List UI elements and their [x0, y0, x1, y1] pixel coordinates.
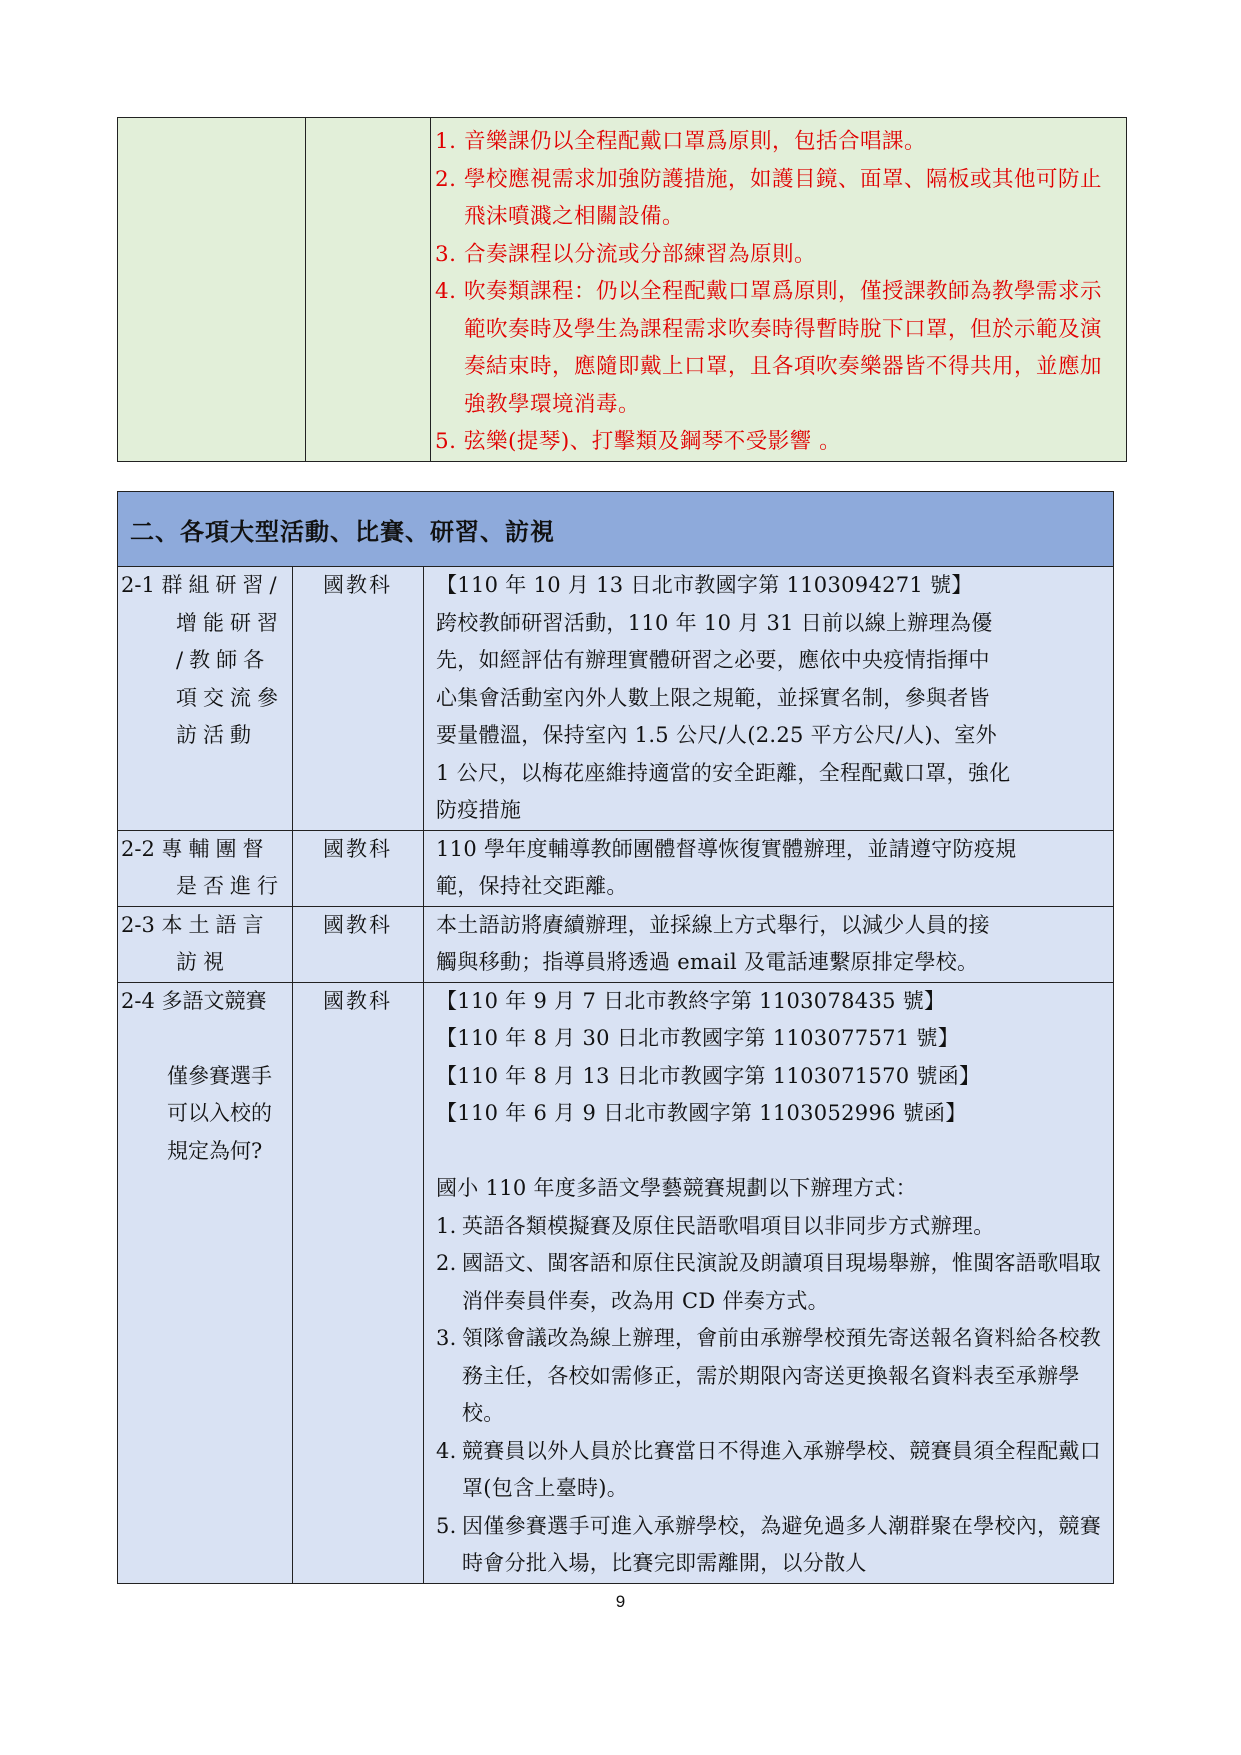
list-item: 5. 因僅參賽選手可進入承辦學校，為避免過多人潮群聚在學校內，競賽時會分批入場，比賽完即需離開，以分散人: [436, 1513, 1101, 1575]
ref-line: 【110 年 6 月 9 日北市教國字第 1103052996 號函】: [436, 1101, 967, 1125]
dept-cell: 國教科: [293, 906, 424, 982]
content-cell: 【110 年 10 月 13 日北市教國字第 1103094271 號】 跨校教師研習活動，110 年 10 月 31 日前以線上辦理為優 先，如經評估有辦理實體研習之必要，應依中央疫情指揮中 心集會活動室內外人數上限之規範，並採實名制，參與者皆 要量體溫，保持室內 1.5 公尺/人(2.25 平方公尺/人)、室外 1 公尺，以梅花座維持適當的安全距離，全程配戴口罩，強化 防疫措施: [424, 567, 1114, 831]
content-cell: 本土語訪將賡續辦理，並採線上方式舉行，以減少人員的接 觸與移動；指導員將透過 email 及電話連繫原排定學校。: [424, 906, 1114, 982]
list-item: 2. 學校應視需求加強防護措施，如護目鏡、面罩、隔板或其他可防止飛沫噴濺之相關設備。: [435, 166, 1103, 229]
item-cell: 2-3 本土語言 訪視: [118, 906, 293, 982]
list-item: 2. 國語文、閩客語和原住民演說及朗讀項目現場舉辦，惟閩客語歌唱取消伴奏員伴奏，改為用 CD 伴奏方式。: [436, 1251, 1101, 1313]
list-item: 4. 競賽員以外人員於比賽當日不得進入承辦學校、競賽員須全程配戴口罩(包含上臺時)。: [436, 1438, 1101, 1500]
section-header: [118, 492, 1114, 567]
list-item: 5. 弦樂(提琴)、打擊類及鋼琴不受影響 。: [435, 429, 842, 454]
content-cell: [424, 982, 1114, 1583]
list-item: 4. 吹奏類課程：仍以全程配戴口罩爲原則，僅授課教師為教學需求示範吹奏時及學生為課程需求吹奏時得暫時脫下口罩，但於示範及演奏結束時，應隨即戴上口罩，且各項吹奏樂器皆不得共用，並應加強教學環境消毒。: [435, 279, 1103, 417]
dept-cell: 國教科: [293, 830, 424, 906]
section-title: 二、各項大型活動、比賽、研習、訪視: [130, 517, 555, 546]
list-item: 3. 領隊會議改為線上辦理，會前由承辦學校預先寄送報名資料給各校教務主任，各校如需修正，需於期限內寄送更換報名資料表至承辦學校。: [436, 1326, 1101, 1425]
table-row: [118, 567, 1114, 831]
music-class-rules-cell: [431, 118, 1127, 462]
list-item: 1. 英語各類模擬賽及原住民語歌唱項目以非同步方式辦理。: [436, 1213, 995, 1238]
dept-cell: 國教科: [293, 567, 424, 831]
empty-item-cell: [118, 118, 306, 462]
ref-line: 【110 年 8 月 13 日北市教國字第 1103071570 號函】: [436, 1063, 981, 1088]
measures-table-continued: [117, 117, 1127, 462]
table-row: [118, 982, 1114, 1583]
ref-line: 【110 年 9 月 7 日北市教終字第 1103078435 號】: [436, 988, 946, 1013]
intro-line: 國小 110 年度多語文學藝競賽規劃以下辦理方式：: [436, 1176, 917, 1200]
item-title: 2-1 群組研習/ 增能研習 /教師各 項交流參 訪活動: [121, 573, 284, 747]
list-item: 3. 合奏課程以分流或分部練習為原則。: [435, 241, 817, 267]
page-number: 9: [615, 1592, 626, 1611]
list-item: 1. 音樂課仍以全程配戴口罩爲原則，包括合唱課。: [435, 129, 927, 154]
item-cell: 2-4 多語文競賽 僅參賽選手 可以入校的 規定為何?: [118, 982, 293, 1583]
events-table: [117, 491, 1114, 1584]
ref-line: 【110 年 8 月 30 日北市教國字第 1103077571 號】: [436, 1026, 959, 1050]
empty-dept-cell: [306, 118, 431, 462]
table-row: [118, 906, 1114, 982]
dept-cell: 國教科: [293, 982, 424, 1583]
music-rules-list: [435, 123, 1120, 461]
table-row: [118, 830, 1114, 906]
item-cell: [118, 567, 293, 831]
content-cell: 110 學年度輔導教師團體督導恢復實體辦理，並請遵守防疫規 範，保持社交距離。: [424, 830, 1114, 906]
item-cell: 2-2 專輔團督 是否進行: [118, 830, 293, 906]
